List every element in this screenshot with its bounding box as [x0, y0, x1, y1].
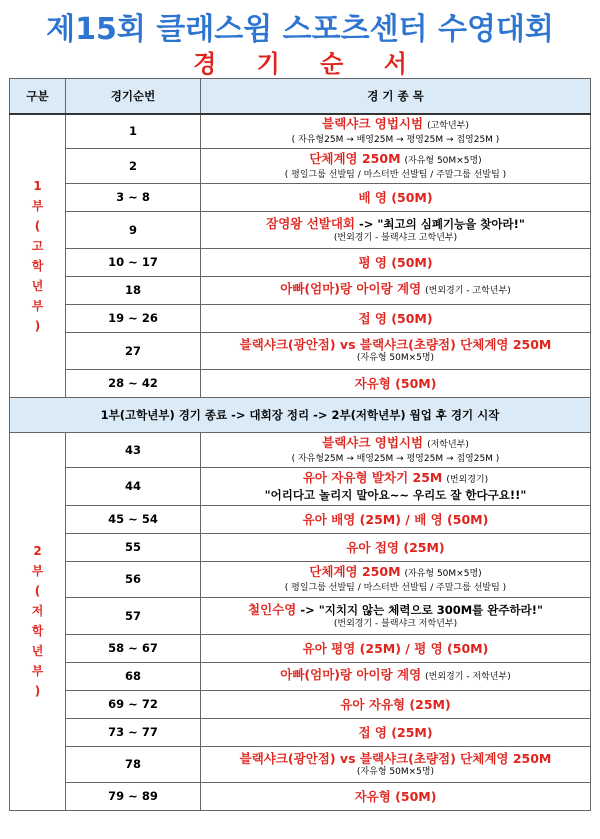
- event-cell: 평 영 (50M): [201, 248, 591, 276]
- table-row: [10, 369, 591, 397]
- part1-label: 1 부 ( 고 학 년 부 ): [10, 114, 66, 397]
- order-number: 73 ~ 77: [66, 718, 201, 746]
- table-row: [10, 634, 591, 662]
- event-cell: 단체계영 250M (자유형 50M×5명) ( 평일그룹 선발팀 / 마스터반 선발팀 / 주말그룹 선발팀 ): [201, 148, 591, 183]
- table-row: [10, 304, 591, 332]
- event-cell: 블랙샤크(광안점) vs 블랙샤크(초량점) 단체계영 250M (자유형 50M×5명): [201, 746, 591, 782]
- table-row: [10, 746, 591, 782]
- order-number: 27: [66, 332, 201, 369]
- table-row: [10, 597, 591, 634]
- event-cell: 유아 배영 (25M) / 배 영 (50M): [201, 505, 591, 533]
- order-number: 69 ~ 72: [66, 690, 201, 718]
- table-row: [10, 276, 591, 304]
- page-subtitle: 경 기 순 서: [193, 50, 423, 78]
- order-number: 10 ~ 17: [66, 248, 201, 276]
- event-cell: 유아 자유형 발차기 25M (번외경기) "어리다고 놀리지 말아요~~ 우리도 잘 한다구요!!": [201, 467, 591, 505]
- order-number: 28 ~ 42: [66, 369, 201, 397]
- header-part: 구분: [10, 79, 66, 115]
- table-row: [10, 505, 591, 533]
- event-cell: 자유형 (50M): [201, 369, 591, 397]
- part2-label: 2 부 ( 저 학 년 부 ): [10, 432, 66, 810]
- schedule-table: [9, 78, 591, 811]
- table-row: [10, 690, 591, 718]
- header-event: 경 기 종 목: [201, 79, 591, 115]
- order-number: 68: [66, 662, 201, 690]
- table-row: [10, 432, 591, 467]
- order-number: 9: [66, 211, 201, 248]
- order-number: 58 ~ 67: [66, 634, 201, 662]
- event-cell: 블랙샤크(광안점) vs 블랙샤크(초량점) 단체계영 250M (자유형 50M×5명): [201, 332, 591, 369]
- event-cell: 유아 평영 (25M) / 평 영 (50M): [201, 634, 591, 662]
- table-row: [10, 533, 591, 561]
- table-row: [10, 114, 591, 148]
- event-cell: 단체계영 250M (자유형 50M×5명) ( 평일그룹 선발팀 / 마스터반 선발팀 / 주말그룹 선발팀 ): [201, 561, 591, 597]
- table-row: [10, 561, 591, 597]
- order-number: 79 ~ 89: [66, 782, 201, 810]
- header-order: 경기순번: [66, 79, 201, 115]
- order-number: 78: [66, 746, 201, 782]
- event-cell: 접 영 (25M): [201, 718, 591, 746]
- event-cell: 자유형 (50M): [201, 782, 591, 810]
- event-cell: 아빠(엄마)랑 아이랑 계영 (번외경기 - 고학년부): [201, 276, 591, 304]
- event-cell: 아빠(엄마)랑 아이랑 계영 (번외경기 - 저학년부): [201, 662, 591, 690]
- table-row: [10, 248, 591, 276]
- order-number: 45 ~ 54: [66, 505, 201, 533]
- event-cell: 잠영왕 선발대회 -> "최고의 심폐기능을 찾아라!" (번외경기 - 블랙샤크 고학년부): [201, 211, 591, 248]
- table-row: [10, 718, 591, 746]
- break-row: [10, 397, 591, 432]
- table-row: [10, 662, 591, 690]
- event-cell: 블랙샤크 영법시범 (고학년부) ( 자유형25M → 배영25M → 평영25M → 접영25M ): [201, 114, 591, 148]
- order-number: 3 ~ 8: [66, 183, 201, 211]
- order-number: 1: [66, 114, 201, 148]
- event-cell: 유아 자유형 (25M): [201, 690, 591, 718]
- page-title: 제15회 클래스윔 스포츠센터 수영대회: [46, 12, 554, 47]
- event-cell: 접 영 (50M): [201, 304, 591, 332]
- header-row: [10, 79, 591, 115]
- order-number: 55: [66, 533, 201, 561]
- order-number: 44: [66, 467, 201, 505]
- order-number: 56: [66, 561, 201, 597]
- table-row: [10, 183, 591, 211]
- table-row: [10, 332, 591, 369]
- table-row: [10, 211, 591, 248]
- table-row: [10, 148, 591, 183]
- table-row: [10, 782, 591, 810]
- order-number: 43: [66, 432, 201, 467]
- order-number: 19 ~ 26: [66, 304, 201, 332]
- table-row: [10, 467, 591, 505]
- break-message: 1부(고학년부) 경기 종료 -> 대회장 정리 -> 2부(저학년부) 웜업 후 경기 시작: [10, 397, 591, 432]
- event-cell: 배 영 (50M): [201, 183, 591, 211]
- order-number: 18: [66, 276, 201, 304]
- event-cell: 철인수영 -> "지치지 않는 체력으로 300M를 완주하라!" (번외경기 - 블랙샤크 저학년부): [201, 597, 591, 634]
- order-number: 57: [66, 597, 201, 634]
- order-number: 2: [66, 148, 201, 183]
- event-cell: 블랙샤크 영법시범 (저학년부) ( 자유형25M → 배영25M → 평영25M → 접영25M ): [201, 432, 591, 467]
- event-cell: 유아 접영 (25M): [201, 533, 591, 561]
